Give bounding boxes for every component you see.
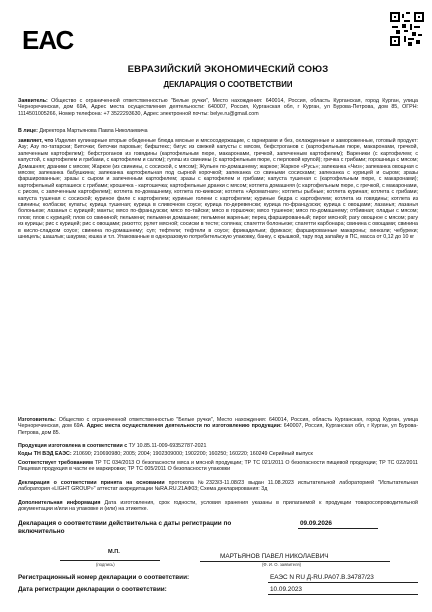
tn-ved-section	[18, 451, 418, 457]
signature-line	[60, 560, 160, 561]
signature-caption: (подпись)	[96, 562, 115, 567]
applicant-section	[18, 98, 418, 117]
document-title: ДЕКЛАРАЦИЯ О СООТВЕТСТВИИ	[163, 80, 293, 89]
manufacturer-section	[18, 417, 418, 436]
validity-date: 09.09.2026	[300, 520, 332, 527]
registration-number-line	[268, 582, 418, 583]
union-name: ЕВРАЗИЙСКИЙ ЭКОНОМИЧЕСКИЙ СОЮЗ	[127, 64, 329, 75]
validity-label: Декларация о соответствии действительна с даты регистрации по	[18, 520, 232, 527]
manufacturer-text: Общество с ограниченной ответственностью "Белые ручки", Место нахождения: 640014, Россия, область Курганская, город Курган, улица Черноречинская, дом 69А.	[18, 417, 418, 430]
basis-text: протокола №2323/3-11.08/23 выдан 11.08.2023 испытательной лабораторией "Испытательная лаборатория «LIGHT GROUP»" аттестат аккредитации №RA.RU.21АФ03; Схема декларирования: 3д	[18, 480, 418, 493]
registration-date-line	[268, 594, 418, 595]
manufactured-per-label: Продукция изготовлена в соответствии с	[18, 443, 128, 449]
additional-text: Дата изготовления, срок годности, условия хранения указаны в прилагаемой к продукции товаросопроводительной документации и/или на упаковке и (или) на этикетке.	[18, 500, 418, 513]
applicant-label: Заявитель:	[18, 98, 48, 104]
signer-name-caption: (Ф. И. О. заявителя)	[262, 562, 302, 567]
additional-label: Дополнительная информация	[18, 500, 101, 506]
applicant-text: Общество с ограниченной ответственностью "Белые ручки", Место нахождения: 640014, Россия, область Курганская, город Курган, улица Черноречинская, дом 69А, Адрес места осуществления деятельности: 640007, Россия, Курганская обл, г Курган, ул Бурова-Петрова, дом 85, ОГРН: 1114501005266, Номер телефона: +7 3522293630, Адрес электронной почты: belye.ru@gmail.com	[18, 98, 418, 117]
qr-code-icon	[390, 12, 424, 46]
director-label: В лице:	[18, 128, 38, 134]
manufactured-per-section	[18, 443, 418, 449]
director-text: Директора Мартьянова Павла Николаевича	[39, 128, 148, 134]
conformity-section	[18, 460, 418, 473]
validity-underline	[298, 528, 378, 529]
production-address-text: 640007, Россия, Курганская обл, г Курган, ул Бурова-Петрова, дом 85.	[18, 423, 418, 436]
registration-number: ЕАЭС N RU Д-RU.PA07.B.34787/23	[270, 574, 374, 581]
registration-number-label: Регистрационный номер декларации о соответствии:	[18, 574, 190, 581]
basis-section	[18, 480, 418, 493]
registration-date: 10.09.2023	[270, 586, 302, 593]
declares-label: заявляет, что	[18, 138, 54, 144]
signer-name: МАРТЬЯНОВ ПАВЕЛ НИКОЛАЕВИЧ	[220, 553, 329, 560]
validity-suffix: включительно	[18, 528, 65, 535]
conformity-label: Соответствует требованиям	[18, 460, 93, 466]
eac-logo: ЕАС	[22, 25, 74, 55]
product-description: Изделия кулинарные вторые обеденные блюда мясные и мясосодержащие, с гарнирами и без, охлажденные и замороженные, готовый продукт: Азу; Азу по-татарски; Биточки; биточки паровые; бифштекс; бигус из свежей капусты с мясом, бефстроганов с (картофельным пюре, макаронами, гречкой, запеченным картофелем); бефстроганов из говядины (картофельным пюре, макаронами, гречкой, запеченным картофелем); Вареники (с картофелем; с капустой, с картофелем и грибами, с картофелем и салом); гуляш из свинины (с картофельным пюре, с перловой крупой); гречка с грибами; горошница с мясом; Домашняя; драники с мясом; Жаркое (из свинины, с сосиской, с мясом); Жульен по-домашнему; жаркое; Жаркое «Русь»; запеканка «Чиз»; запеканка овощная с мясом; запеканка бабушкина; запеканка картофельная под сырной корочкой; запеканка со свиными сосисками; запеканка с курицей и сыром; зразы фаршированные; зразы с сыром и запеченным картофелем; зразы с картофелем и грибами; капуста тушеная с (картофельным пюре, с макаронами); картофельный карташеск с грибами; крошечка - картошечка; картофельные дранки с мясом; котлета домашняя (с картофельным пюре, с гречкой, с макаронами, с рисом, с запеченным картофелем); котлета по-домашнему, котлета по-киевски; котлета «Ароматная»; котлеты рыбные; котлета куриная; котлета с грибами; капуста тушеная с сосиской; куриное филе с картофелем; куриные голени с картофелем; куриные бедра с картофелем; котлета из говядины; котлета из свинины; колбаски; купаты; курица тушеная; курица в сливочном соусе; курица по-деревенски; курица по-французски; курица с овощами; лазанья; лазанья болоньезе; лазанья с курицей; манты; мясо по-французски; мясо по-тайски; мясо в горшочке; мясо тушеное; мясо по-домашнему; отбивная; оладьи с мясом; плов; плов с курицей; плов со свининой; пельмени; пельмени домашние; пельмени жареные; перец фаршированный; пирог мясной; рагу овощное с мясом; рагу из курицы; рис с курицей; рис с овощами; ризотто; рулет мясной; сосиски в тесте; солянка; спагетти болоньезе; спагетти карбонара; свинина с овощами; свинина в кисло-сладком соусе; свинина по-домашнему; суп; тефтели; тефтели в соусе; фрикадельки; фрикасе; фаршированные макароны; хинкали; чебуреки; шницель; шашлык; шаурма; юшка и т.п. Упакованные в одноразовую потребительскую упаковку, банку, с крышкой, тару под запайку в ПС, масса от 0,12 до 10 кг	[18, 138, 418, 241]
basis-label: Декларация о соответствии принята на основании	[18, 480, 165, 486]
product-section	[18, 138, 418, 241]
conformity-text: ТР ТС 034/2013 О безопасности мяса и мясной продукции; ТР ТС 021/2011 О безопасности пищевой продукции; ТР ТС 022/2011 Пищевая продукция в части ее маркировки; ТР ТС 005/2011 О безопасности упаковки	[18, 460, 418, 473]
production-address-label: Адрес места осуществления деятельности по изготовлению продукции:	[86, 423, 282, 430]
tn-ved-label: Коды ТН ВЭД ЕАЭС:	[18, 451, 72, 457]
registration-date-label: Дата регистрации декларации о соответствии:	[18, 586, 167, 593]
director-section	[18, 128, 418, 134]
manufactured-per-text: ТУ 10.85.11-009-69352787-2021	[128, 443, 207, 449]
additional-section	[18, 500, 418, 513]
tn-ved-text: 210690; 210690980; 2005; 2004; 1902309000; 1902200; 160250; 160220; 160249 Серийный выпуск	[73, 451, 313, 457]
stamp-mp: М.П.	[108, 549, 120, 555]
manufacturer-label: Изготовитель:	[18, 417, 56, 423]
